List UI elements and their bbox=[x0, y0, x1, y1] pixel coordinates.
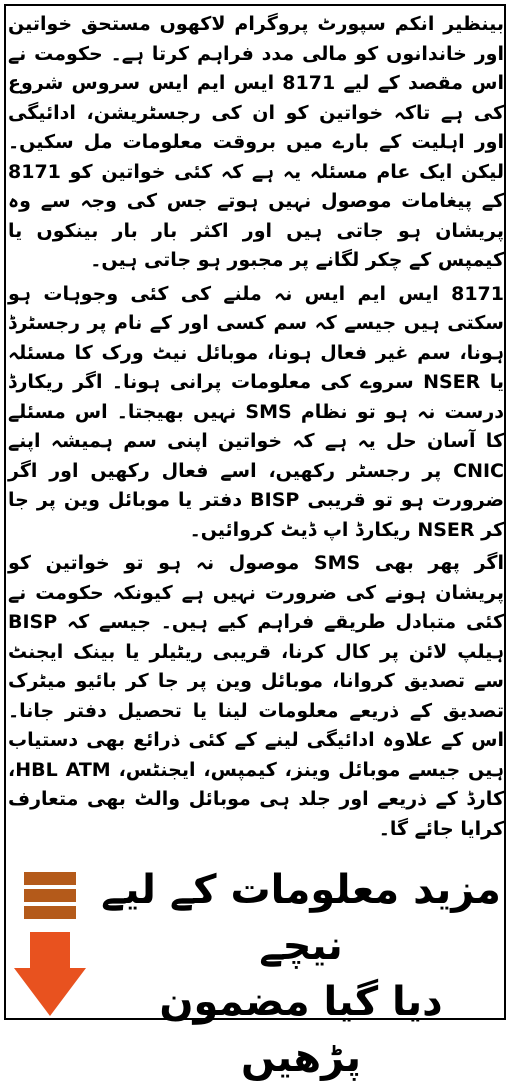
arrow-stripe bbox=[24, 889, 76, 902]
cta-line-1: مزید معلومات کے لیے نیچے bbox=[101, 867, 501, 969]
read-more-banner[interactable] bbox=[0, 850, 512, 1081]
article-paragraph: 8171 ایس ایم ایس نہ ملنے کی کئی وجوہات ہو سکتی ہیں جیسے کہ سم کسی اور کے نام پر رجسٹرڈ ہونا، سم غیر فعال ہونا، موبائل نیٹ ورک کا مسئلہ یا NSER سروے کی معلومات پرانی ہونا۔ اگر ریکارڈ درست نہ ہو تو نظام SMS نہیں بھیجتا۔ اس مسئلے کا آسان حل یہ ہے کہ خواتین اپنی سم ہمیشہ اپنے CNIC پر رجسٹر رکھیں، اسے فعال رکھیں اور اگر ضرورت ہو تو قریبی BISP دفتر یا موبائل وین پر جا کر NSER ریکارڈ اپ ڈیٹ کروائیں۔ bbox=[8, 282, 505, 541]
article-body bbox=[8, 10, 505, 840]
arrow-head-icon bbox=[14, 932, 86, 1016]
article-paragraph: اگر پھر بھی SMS موصول نہ ہو تو خواتین کو پریشان ہونے کی ضرورت نہیں ہے کیونکہ حکومت نے کئی متبادل طریقے فراہم کیے ہیں۔ جیسے کہ BISP ہیلپ لائن پر کال کرنا، قریبی ریٹیلر یا بینک ایجنٹ سے تصدیق کروانا، موبائل وین پر جا کر بائیو میٹرک تصدیق کے ذریعے معلومات لینا یا تحصیل دفتر جانا۔ اس کے علاوہ ادائیگی لینے کے کئی ذرائع بھی دستیاب ہیں جیسے موبائل وینز، کیمپس، ایجنٹس، HBL ATM، کارڈ کے ذریعے اور جلد ہی موبائل والٹ بھی متعارف کرایا جائے گا۔ bbox=[8, 552, 505, 840]
article-paragraph: بینظیر انکم سپورٹ پروگرام لاکھوں مستحق خواتین اور خاندانوں کو مالی مدد فراہم کرتا ہے۔ حکومت نے اس مقصد کے لیے 8171 ایس ایم ایس سروس شروع کی ہے تاکہ خواتین کو ان کی رجسٹریشن، ادائیگی اور اہلیت کے بارے میں بروقت معلومات مل سکیں۔ لیکن ایک عام مسئلہ یہ ہے کہ کئی خواتین کو 8171 کے پیغامات موصول نہیں ہوتے جس کی وجہ سے وہ پریشان ہو جاتی ہیں اور اکثر بار بار بینکوں یا کیمپس کے چکر لگانے پر مجبور ہو جاتی ہیں۔ bbox=[8, 13, 504, 271]
read-more-heading[interactable] bbox=[96, 862, 506, 1086]
cta-line-2: دیا گیا مضمون پڑھیں bbox=[159, 979, 443, 1081]
arrow-stripe bbox=[24, 906, 76, 919]
arrow-stripe bbox=[24, 872, 76, 885]
down-arrow-icon bbox=[14, 872, 86, 1016]
